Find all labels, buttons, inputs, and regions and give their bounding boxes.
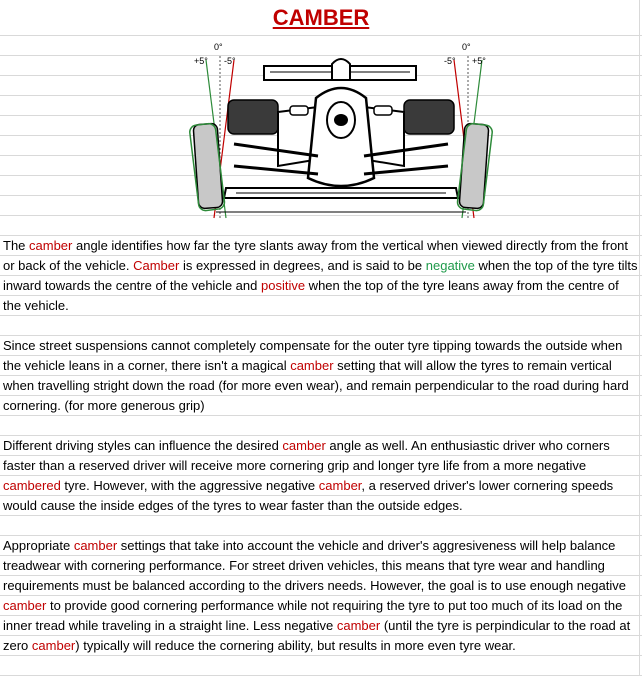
text-segment: is expressed in degrees, and is said to be	[179, 258, 426, 273]
rear-right-tyre	[404, 100, 454, 134]
column-divider	[639, 0, 640, 676]
text-segment: angle as well. An enthusiastic driver who corners faster than a reserved driver will receive more cornering grip and longer tyre life from a more negative	[3, 438, 610, 473]
highlighted-term: camber	[29, 238, 73, 253]
paragraph-driving-styles	[3, 436, 639, 516]
right-zero-label: 0°	[462, 42, 471, 52]
highlighted-term: camber	[336, 618, 381, 633]
left-zero-label: 0°	[214, 42, 223, 52]
text-segment: when the top of the tyre leans away from the centre of the vehicle.	[3, 278, 619, 313]
camber-diagram	[186, 38, 496, 220]
text-segment: settings that take into account the vehicle and driver's aggresiveness will help balance treadwear with cornering performance. For street driven vehicles, this means that tyre wear and handling requirements must be balanced according to the drivers needs. However, the goal is to use enough negative	[3, 538, 626, 593]
text-segment: to provide good cornering performance while not requiring the tyre to put too much of its load on the inner tread while traveling in a straight line. Less negative	[3, 598, 623, 633]
left-lower-arm	[234, 166, 318, 174]
text-segment: ) typically will reduce the cornering ability, but results in more even tyre wear.	[75, 638, 516, 653]
text-segment: (until the tyre is perpindicular to the road at zero	[3, 618, 631, 653]
text-segment: Different driving styles can influence the desired	[3, 438, 283, 453]
text-segment: Since street suspensions cannot completely compensate for the outer tyre tipping towards the outside when the vehicle leans in a corner, there isn't a magical	[3, 338, 623, 373]
left-pos-label: +5°	[194, 56, 208, 66]
right-lower-arm	[364, 166, 448, 174]
right-neg-label: -5°	[444, 56, 456, 66]
highlighted-term: camber	[290, 358, 334, 373]
highlighted-term: negative	[425, 258, 475, 273]
highlighted-term: camber	[73, 538, 118, 553]
left-neg-label: -5°	[224, 56, 236, 66]
paragraph-appropriate-settings	[3, 536, 639, 656]
page-title: CAMBER	[272, 5, 370, 30]
right-mirror	[374, 106, 392, 115]
highlighted-term: camber	[3, 598, 47, 613]
right-pos-label: +5°	[472, 56, 486, 66]
text-segment: angle identifies how far the tyre slants away from the vertical when viewed directly from the front or back of the vehicle.	[3, 238, 629, 273]
airbox	[332, 59, 350, 80]
highlighted-term: Camber	[133, 258, 180, 273]
highlighted-term: camber	[282, 438, 326, 453]
rear-left-tyre	[228, 100, 278, 134]
left-mirror	[290, 106, 308, 115]
highlighted-term: positive	[260, 278, 306, 293]
paragraph-street-suspension	[3, 336, 639, 416]
text-segment: , a reserved driver's lower cornering speeds would cause the inside edges of the tyres to wear faster than the outside edges.	[3, 478, 614, 513]
text-segment: setting that will allow the tyres to remain vertical when travelling stright down the road (for more even wear), and remain perpendicular to the road during hard cornering. (for more generous grip)	[3, 358, 629, 413]
text-segment: when the top of the tyre tilts inward towards the centre of the vehicle and	[3, 258, 638, 293]
text-segment: Appropriate	[3, 538, 74, 553]
highlighted-term: cambered	[3, 478, 61, 493]
paragraph-definition	[3, 236, 639, 316]
text-segment: The	[3, 238, 30, 253]
text-segment: tyre. However, with the aggressive negative	[60, 478, 319, 493]
highlighted-term: camber	[31, 638, 76, 653]
highlighted-term: camber	[318, 478, 362, 493]
